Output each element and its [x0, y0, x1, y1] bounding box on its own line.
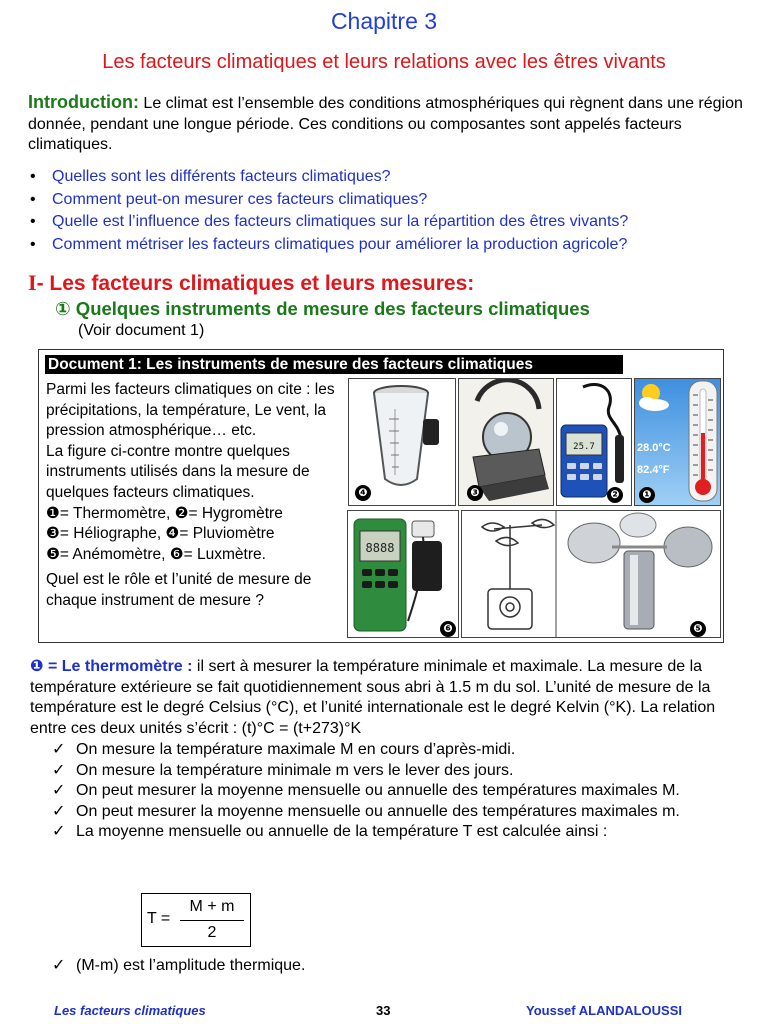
document1-question: Quel est le rôle et l’unité de mesure de chaque instrument de mesure ? — [46, 571, 312, 609]
instrument-number-4: ❹ — [355, 485, 371, 501]
mean-temperature-formula — [141, 893, 251, 947]
question-item: • Quelle est l’influence des facteurs climatiques sur la répartition des êtres vivants? — [28, 211, 748, 234]
thermometer-paragraph — [30, 657, 740, 739]
thermometer-fahrenheit-text: 82.4°F — [637, 464, 670, 476]
chapter-heading: Chapitre 3 — [330, 8, 438, 34]
luxmeter-photo — [347, 510, 459, 638]
legend-line: ❶= Thermomètre, ❷= Hygromètre — [46, 504, 283, 522]
instrument-number-1: ❶ — [639, 487, 655, 503]
check-item: ✓ On mesure la température minimale m vers le lever des jours. — [50, 761, 730, 782]
question-list — [28, 166, 748, 256]
luxmeter-illustration — [348, 511, 458, 637]
formula-numerator: M + m — [189, 898, 235, 915]
document1-text — [46, 380, 346, 612]
document1-title: Document 1: Les instruments de mesure des facteurs climatiques — [45, 355, 623, 374]
instrument-number-5: ❺ — [690, 621, 706, 637]
hygrometer-photo — [556, 378, 632, 506]
thermometer-check-list — [50, 740, 730, 843]
introduction-text: Le climat est l’ensemble des conditions atmosphériques qui règnent dans une région donnée, pendant une longue période. Ces conditions ou composantes sont appelés facteurs climatiques. — [28, 95, 743, 153]
thermometer-photo — [634, 378, 721, 506]
question-item: • Comment peut-on mesurer ces facteurs climatiques? — [28, 189, 748, 212]
amplitude-check-list — [50, 956, 730, 977]
formula-fraction-bar — [180, 920, 244, 921]
check-item: ✓ La moyenne mensuelle ou annuelle de la température T est calculée ainsi : — [50, 822, 730, 843]
footer-subject: Les facteurs climatiques — [54, 1003, 206, 1018]
hygrometer-display-text: 25.7 — [573, 442, 595, 452]
check-item: ✓ (M-m) est l’amplitude thermique. — [50, 956, 730, 977]
introduction-label: Introduction: — [28, 92, 139, 112]
instrument-number-6: ❻ — [440, 621, 456, 637]
formula-denominator: 2 — [207, 924, 217, 941]
thermometer-text: il sert à mesurer la température minimale et maximale. La mesure de la température extérieure se fait quotidiennement sous abri à 1.5 m du sol. L’unité de mesure de la température est le degré Celsius (°C), et l’unité internationale est le degré Kelvin (°K). La relation entre ces deux unités s’écrit : (t)°C = (t+273)°K — [30, 658, 716, 737]
document1-para2: La figure ci-contre montre quelques instruments utilisés dans la mesure de quelques facteurs climatiques. — [46, 442, 310, 501]
legend-line: ❺= Anémomètre, ❻= Luxmètre. — [46, 545, 266, 563]
question-item: • Comment métriser les facteurs climatiques pour améliorer la production agricole? — [28, 234, 748, 257]
formula-lhs: T = — [147, 910, 171, 927]
instrument-number-3: ❸ — [467, 485, 483, 501]
check-item: ✓ On peut mesurer la moyenne mensuelle ou annuelle des températures maximales m. — [50, 802, 730, 823]
thermometer-celsius-text: 28.0°C — [637, 442, 671, 454]
section-heading — [28, 270, 474, 296]
check-item: ✓ On mesure la température maximale M en cours d’après-midi. — [50, 740, 730, 761]
section-title: - Les facteurs climatiques et leurs mesures: — [36, 272, 475, 295]
check-item: ✓ On peut mesurer la moyenne mensuelle ou annuelle des températures maximales M. — [50, 781, 730, 802]
legend-line: ❸= Héliographe, ❹= Pluviomètre — [46, 525, 275, 543]
anemometer-photo — [461, 510, 721, 638]
section-roman-numeral: I — [28, 270, 37, 295]
anemometer-illustration — [462, 511, 720, 637]
luxmeter-display-text: 8888 — [365, 541, 395, 555]
pluviometer-photo — [348, 378, 456, 506]
question-item: • Quelles sont les différents facteurs climatiques? — [28, 166, 748, 189]
document1-para1: Parmi les facteurs climatiques on cite : les précipitations, la température, Le vent, la pression atmosphérique… etc. — [46, 381, 335, 440]
instrument-number-2: ❷ — [607, 487, 623, 503]
footer-page-number: 33 — [376, 1003, 391, 1018]
document-reference: (Voir document 1) — [78, 322, 205, 339]
chapter-title: Les facteurs climatiques et leurs relations avec les êtres vivants — [102, 51, 666, 73]
introduction-paragraph — [28, 92, 748, 156]
hygrometer-illustration — [557, 379, 631, 505]
footer-author: Youssef ALANDALOUSSI — [526, 1003, 683, 1018]
heliograph-photo — [458, 378, 554, 506]
subsection-heading: ① Quelques instruments de mesure des facteurs climatiques — [55, 298, 590, 319]
thermometer-label: ❶ = Le thermomètre : — [30, 658, 193, 675]
